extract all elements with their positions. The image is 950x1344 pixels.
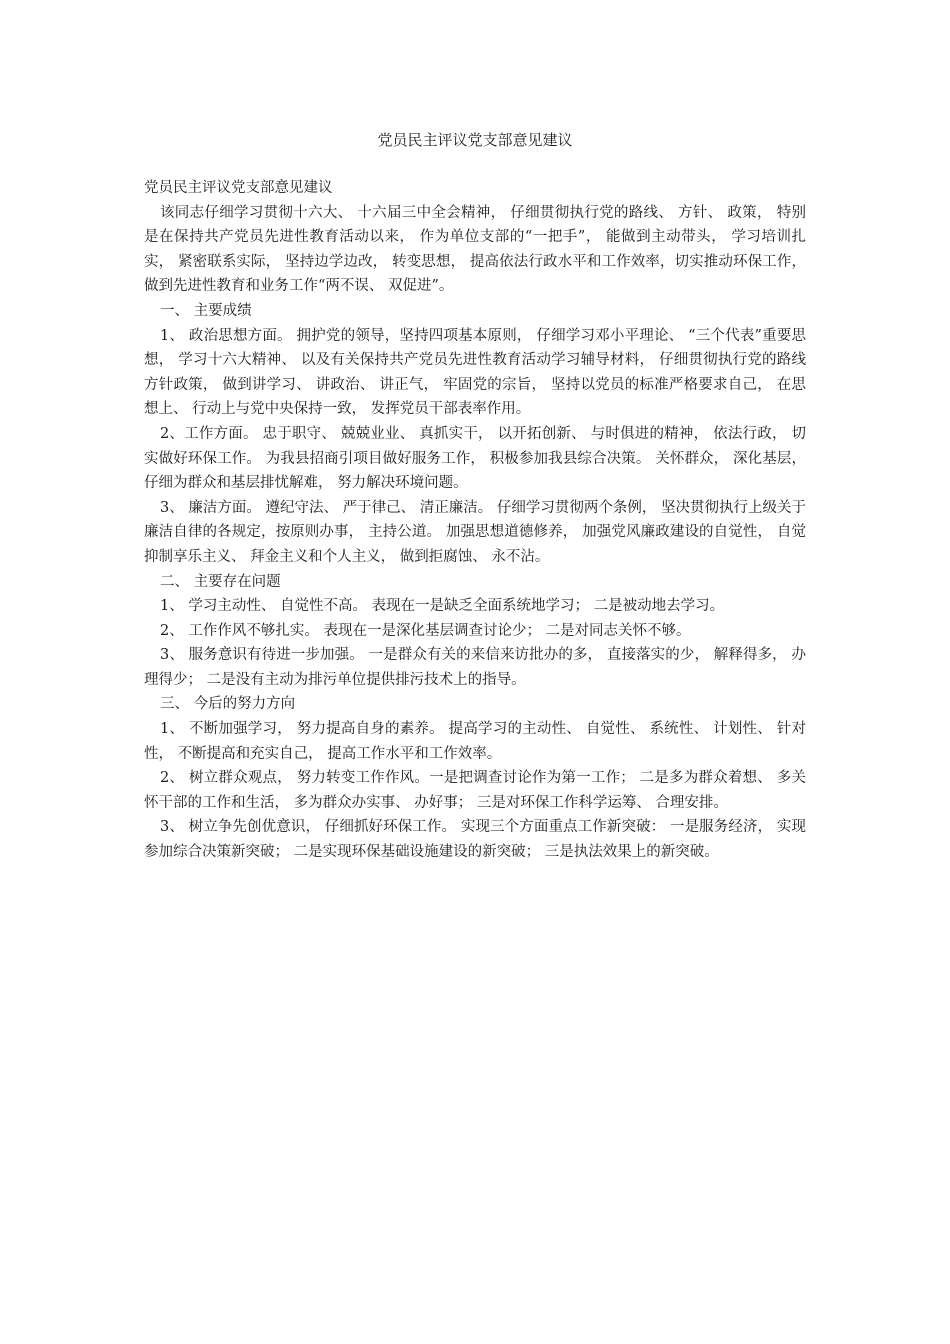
document-title: 党员民主评议党支部意见建议 <box>377 131 573 149</box>
section-heading-achievements: 一、 主要成绩 <box>160 302 252 319</box>
paragraph-political: 1、 政治思想方面。 拥护党的领导，坚持四项基本原则， 仔细学习邓小平理论、 “三个代表”重要思想， 学习十六大精神、 以及有关保持共产党员先进性教育活动学习辅导材料， 仔细贯彻执行党的路线方针政策， 做到讲学习、 讲政治、 讲正气， 牢固党的宗旨， 坚持以党员的标准严格要求自己， 在思想上、 行动上与党中央保持一致， 发挥党员干部表率作用。 <box>144 327 806 418</box>
paragraph-direction-masses: 2、 树立群众观点， 努力转变工作作风。一是把调查讨论作为第一工作； 二是多为群众着想、 多关怀干部的工作和生活， 多为群众办实事、 办好事； 三是对环保工作科学运筹、 合理安排。 <box>144 770 806 811</box>
intro-paragraph: 该同志仔细学习贯彻十六大、 十六届三中全会精神， 仔细贯彻执行党的路线、 方针、 政策， 特别是在保持共产党员先进性教育活动以来， 作为单位支部的“一把手”， 能做到主动带头， 学习培训扎实， 紧密联系实际， 坚持边学边改， 转变思想， 提高依法行政水平和工作效率，切实推动环保工作， 做到先进性教育和业务工作“两不误、 双促进”。 <box>144 204 806 295</box>
paragraph-direction-excellence: 3、 树立争先创优意识， 仔细抓好环保工作。 实现三个方面重点工作新突破： 一是服务经济， 实现参加综合决策新突破； 二是实现环保基础设施建设的新突破； 三是执法效果上的新突破。 <box>144 819 806 861</box>
document-subtitle: 党员民主评议党支部意见建议 <box>144 180 333 196</box>
paragraph-problem-service: 3、 服务意识有待进一步加强。 一是群众有关的来信来访批办的多， 直接落实的少， 解释得多， 办理得少； 二是没有主动为排污单位提供排污技术上的指导。 <box>144 647 806 688</box>
section-heading-problems: 二、 主要存在问题 <box>160 573 281 590</box>
paragraph-problem-style: 2、 工作作风不够扎实。 表现在一是深化基层调查讨论少； 二是对同志关怀不够。 <box>160 622 691 639</box>
paragraph-work: 2、工作方面。 忠于职守、 兢兢业业、 真抓实干， 以开拓创新、 与时俱进的精神， 依法行政， 切实做好环保工作。 为我县招商引项目做好服务工作， 积极参加我县综合决策。 关怀群众， 深化基层， 仔细为群众和基层排忧解难， 努力解决环境问题。 <box>144 425 806 492</box>
paragraph-problem-study: 1、 学习主动性、 自觉性不高。 表现在一是缺乏全面系统地学习； 二是被动地去学习。 <box>160 598 725 615</box>
section-heading-directions: 三、 今后的努力方向 <box>160 696 296 713</box>
paragraph-integrity: 3、 廉洁方面。 遵纪守法、 严于律己、 清正廉洁。 仔细学习贯彻两个条例， 坚决贯彻执行上级关于廉洁自律的各规定，按原则办事， 主持公道。 加强思想道德修养， 加强党风廉政建设的自觉性， 自觉抑制享乐主义、 拜金主义和个人主义， 做到拒腐蚀、 永不沾。 <box>144 499 806 565</box>
document-body <box>144 176 806 865</box>
paragraph-direction-study: 1、 不断加强学习， 努力提高自身的素养。 提高学习的主动性、 自觉性、 系统性、 计划性、 针对性， 不断提高和充实自己， 提高工作水平和工作效率。 <box>144 721 806 762</box>
